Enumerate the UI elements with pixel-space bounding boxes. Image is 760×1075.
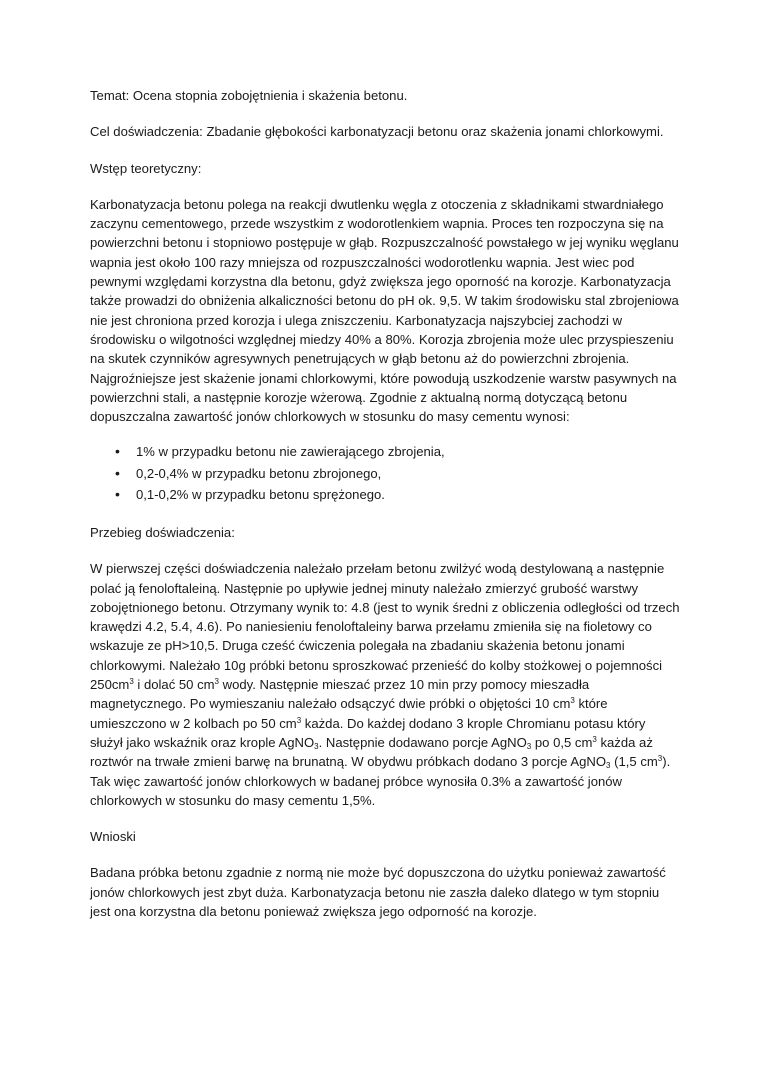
superscript: 3: [214, 677, 219, 687]
superscript: 3: [592, 734, 597, 744]
procedure-paragraph: [90, 559, 680, 810]
conclusions-paragraph: Badana próbka betonu zgadnie z normą nie może być dopuszczona do użytku ponieważ zawartość jonów chlorkowych jest zbyt duża. Karbonatyzacja betonu nie zaszła daleko dlatego w tym stopniu jest ona korzystna dla betonu ponieważ zwiększa jego odporność na korozje.: [90, 865, 666, 919]
theory-heading: Wstęp teoretyczny:: [90, 160, 202, 176]
document-page: [90, 86, 680, 938]
procedure-text: i dolać 50 cm: [133, 677, 215, 693]
procedure-text: wody. Następnie mieszać przez 10 min przy pomocy mieszadła magnetycznego. Po wymieszaniu należało odsączyć dwie próbki o objętości 10 cm: [90, 677, 590, 712]
theory-paragraph: Karbonatyzacja betonu polega na reakcji dwutlenku węgla z otoczenia z składnikami stwardniałego zaczynu cementowego, przede wszystkim z wodorotlenkiem wapnia. Proces ten rozpoczyna się na powierzchni betonu i stopniowo postępuje w głąb. Rozpuszczalność powstałego w jej wyniku węglanu wapnia jest około 100 razy mniejsza od rozpuszczalności wodorotlenku wapnia. Jest wiec pod pewnymi względami korzystna dla betonu, gdyż zwiększa jego oporność na korozje. Karbonatyzacja także prowadzi do obniżenia alkaliczności betonu do pH ok. 9,5. W takim środowisku stal zbrojeniowa nie jest chroniona przed korozja i ulega zniszczeniu. Karbonatyzacja najszybciej zachodzi w środowisku o wilgotności względnej miedzy 40% a 80%. Korozja zbrojenia może ulec przyspieszeniu na skutek czynników agresywnych penetrujących w głąb betonu aż do powierzchni zbrojenia. Najgroźniejsze jest skażenie jonami chlorkowymi, które powodują uszkodzenie warstw pasywnych na powierzchni stali, a następnie korozje wżerową. Zgodnie z aktualną normą dotyczącą betonu dopuszczalna zawartość jonów chlorkowych w stosunku do masy cementu wynosi:: [90, 196, 679, 425]
procedure-text: każda. Do każdej dodano 3 krople Chromianu potasu który służył jako wskaźnik oraz krople AgNO: [90, 715, 646, 750]
list-item: • 0,1-0,2% w przypadku betonu sprężonego.: [90, 484, 680, 506]
list-item: • 0,2-0,4% w przypadku betonu zbrojonego,: [90, 463, 680, 485]
procedure-text: ). Tak więc zawartość jonów chlorkowych w badanej próbce wynosiła 0.3% a zawartość jonów chlorkowych w stosunku do masy cementu 1,5%.: [90, 754, 671, 808]
superscript: 3: [657, 754, 663, 764]
procedure-text: W pierwszej części doświadczenia należało przełam betonu zwilżyć wodą destylowaną a następnie polać ją fenoloftaleiną. Następnie po upływie jednej minuty należało zmierzyć grubość warstwy zobojętnionego betonu. Otrzymany wynik to: 4.8 (jest to wynik średni z obliczenia odległości od trzech krawędzi 4.2, 5.4, 4.6). Po naniesieniu fenoloftaleiny barwa przełamu zmieniła się na fioletowy co wskazuje ze pH>10,5. Druga cześć ćwiczenia polegała na zbadaniu skażenia betonu jonami chlorkowymi. Należało 10g próbki betonu sproszkować przenieść do kolby stożkowej o pojemności 250cm: [90, 561, 680, 693]
procedure-text: po 0,5 cm: [531, 734, 593, 750]
topic-line: Temat: Ocena stopnia zobojętnienia i skażenia betonu.: [90, 88, 408, 103]
procedure-heading: Przebieg doświadczenia:: [90, 524, 235, 540]
goal-line: Cel doświadczenia: Zbadanie głębokości karbonatyzacji betonu oraz skażenia jonami chlorkowymi.: [90, 124, 664, 140]
procedure-text: każda aż roztwór na trwałe zmieni barwę na brunatną. W obydwu próbkach dodano 3 porcje AgNO: [90, 734, 653, 770]
superscript: 3: [129, 677, 134, 687]
conclusions-heading: Wnioski: [90, 829, 136, 845]
chloride-limits-list: [90, 441, 680, 506]
subscript: 3: [606, 761, 611, 771]
procedure-text: które umieszczono w 2 kolbach po 50 cm: [90, 696, 608, 731]
subscript: 3: [526, 741, 532, 751]
superscript: 3: [296, 715, 302, 725]
list-item: • 1% w przypadku betonu nie zawierającego zbrojenia,: [90, 441, 680, 463]
procedure-text: . Następnie dodawano porcje AgNO: [318, 734, 527, 750]
subscript: 3: [314, 741, 319, 751]
procedure-text: (1,5 cm: [610, 754, 658, 770]
superscript: 3: [570, 696, 575, 706]
